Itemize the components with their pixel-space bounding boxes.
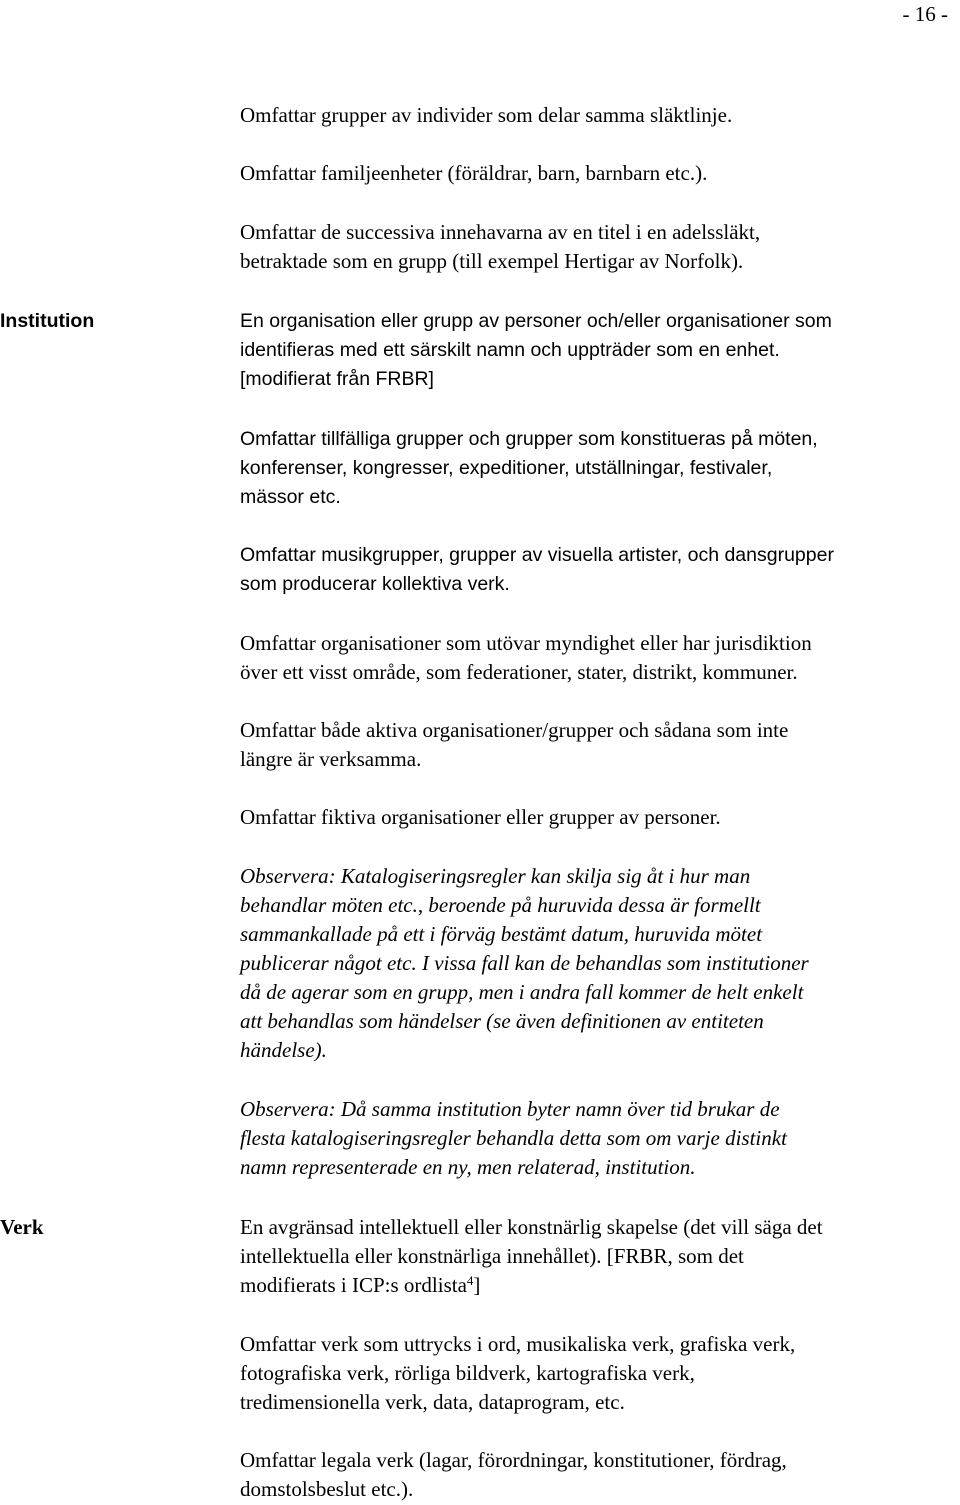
text-line: då de agerar som en grupp, men i andra fall kommer de helt enkelt — [240, 980, 804, 1004]
text-line: modifierats i ICP:s ordlista — [240, 1273, 467, 1297]
text-line: Omfattar både aktiva organisationer/grupper och sådana som inte — [240, 718, 789, 742]
footnote-marker[interactable]: 4 — [466, 1273, 474, 1288]
text-line: Omfattar grupper av individer som delar samma släktlinje. — [240, 103, 733, 127]
text-line: publicerar något etc. I vissa fall kan de behandlas som institutioner — [240, 951, 809, 975]
text-line: Omfattar fiktiva organisationer eller grupper av personer. — [240, 805, 721, 829]
text-line: Omfattar familjeenheter (föräldrar, barn, barnbarn etc.). — [240, 161, 708, 185]
institution-note-name-change — [240, 1095, 955, 1182]
institution-paragraph-music-groups — [240, 541, 955, 599]
text-line: betraktade som en grupp (till exempel Hertigar av Norfolk). — [240, 249, 744, 273]
text-line: Omfattar verk som uttrycks i ord, musikaliska verk, grafiska verk, — [240, 1332, 796, 1356]
verk-definition — [240, 1213, 955, 1300]
text-line: [modifierat från FRBR] — [240, 368, 434, 390]
institution-note-meetings — [240, 862, 955, 1065]
institution-definition — [240, 307, 955, 394]
institution-paragraph-temporary-groups — [240, 425, 955, 512]
verk-paragraph-types — [240, 1330, 955, 1417]
text-line: Omfattar legala verk (lagar, förordningar, konstitutioner, fördrag, — [240, 1448, 787, 1472]
institution-paragraph-authorities — [240, 629, 960, 687]
text-line: Omfattar organisationer som utövar myndighet eller har jurisdiktion — [240, 631, 812, 655]
family-paragraph-units — [240, 159, 955, 188]
text-line: att behandlas som händelser (se även definitionen av entiteten — [240, 1009, 764, 1033]
text-line: konferenser, kongresser, expeditioner, utställningar, festivaler, — [240, 457, 773, 479]
text-line: längre är verksamma. — [240, 747, 422, 771]
text-line: En organisation eller grupp av personer och/eller organisationer som — [240, 310, 832, 332]
text-line: identifieras med ett särskilt namn och uppträder som en enhet. — [240, 339, 780, 361]
page-number: - 16 - — [902, 2, 948, 26]
term-verk: Verk — [0, 1215, 44, 1239]
text-line: sammankallade på ett i förväg bestämt datum, huruvida mötet — [240, 922, 763, 946]
text-line: namn representerade en ny, men relaterad, institution. — [240, 1155, 696, 1179]
text-line: domstolsbeslut etc.). — [240, 1477, 414, 1501]
text-line: tredimensionella verk, data, dataprogram, etc. — [240, 1390, 625, 1414]
text-line: över ett visst område, som federationer, stater, distrikt, kommuner. — [240, 660, 798, 684]
institution-paragraph-fictive — [240, 803, 955, 832]
text-line: som producerar kollektiva verk. — [240, 573, 510, 595]
text-line: händelse). — [240, 1038, 327, 1062]
family-paragraph-lineage — [240, 101, 955, 130]
text-line: mässor etc. — [240, 486, 341, 508]
text-line: Omfattar tillfälliga grupper och grupper som konstitueras på möten, — [240, 428, 818, 450]
text-line: behandlar möten etc., beroende på huruvida dessa är formellt — [240, 893, 761, 917]
text-line: intellektuella eller konstnärliga innehållet). [FRBR, som det — [240, 1244, 744, 1268]
text-line: ] — [473, 1273, 481, 1297]
text-line: En avgränsad intellektuell eller konstnärlig skapelse (det vill säga det — [240, 1215, 823, 1239]
text-line: Omfattar musikgrupper, grupper av visuella artister, och dansgrupper — [240, 544, 834, 566]
text-line: Observera: Katalogiseringsregler kan skilja sig åt i hur man — [240, 864, 751, 888]
text-line: flesta katalogiseringsregler behandla detta som om varje distinkt — [240, 1126, 787, 1150]
term-institution: Institution — [0, 310, 95, 332]
verk-paragraph-legal — [240, 1446, 955, 1504]
institution-paragraph-active — [240, 716, 955, 774]
text-line: Omfattar de successiva innehavarna av en titel i en adelssläkt, — [240, 220, 761, 244]
text-line: fotografiska verk, rörliga bildverk, kartografiska verk, — [240, 1361, 695, 1385]
text-line: Observera: Då samma institution byter namn över tid brukar de — [240, 1097, 780, 1121]
family-paragraph-titles — [240, 218, 955, 276]
